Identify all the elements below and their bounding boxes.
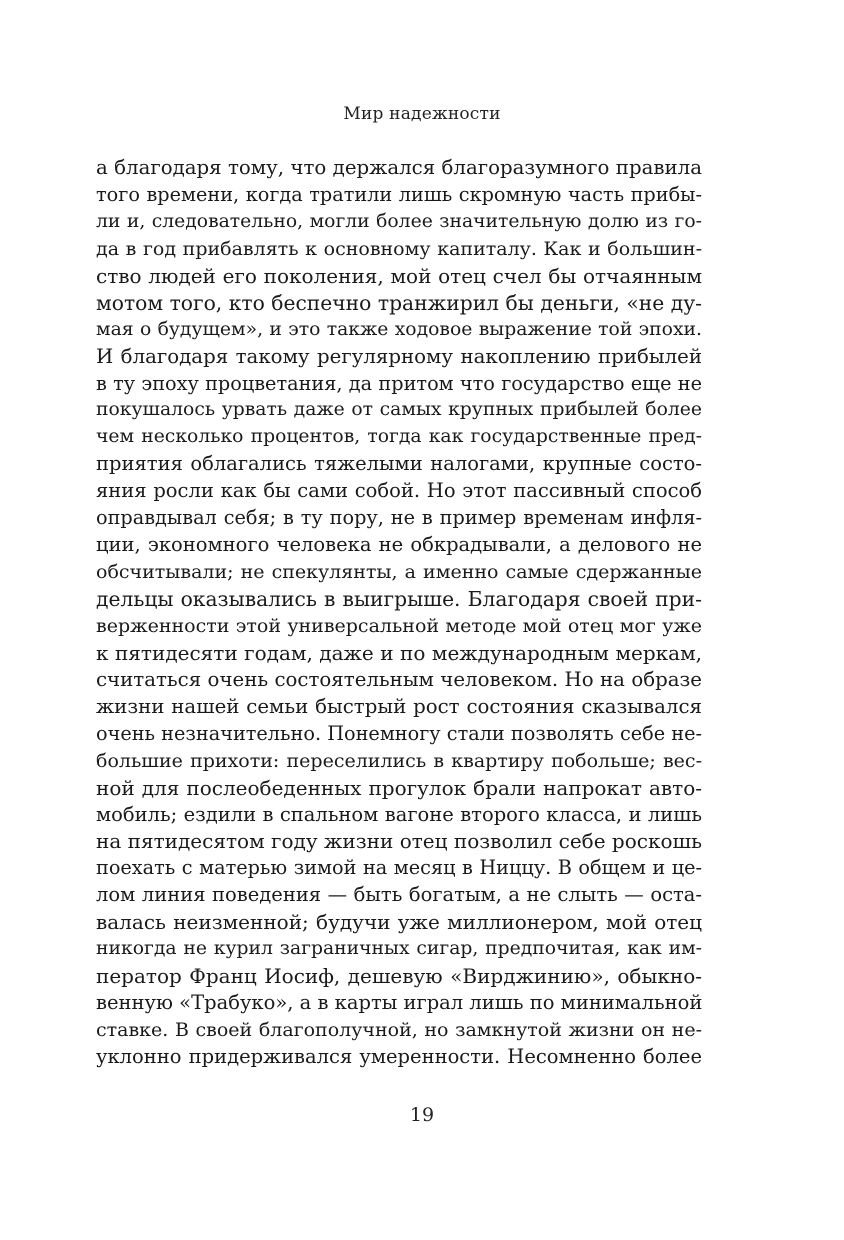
- text-line: ции, экономного человека не обкрадывали, а делового не: [96, 533, 702, 557]
- text-line: на пятидесятом году жизни отец позволил себе роскошь: [96, 829, 702, 854]
- text-line: ли и, следовательно, могли более значительную долю из го-: [96, 210, 702, 232]
- text-line: И благодаря такому регулярному накоплению прибылей: [96, 344, 702, 368]
- text-line: большие прихоти: переселились в квартиру побольше; вес-: [96, 749, 702, 772]
- text-line: к пятидесяти годам, даже и по международным меркам,: [96, 640, 702, 665]
- text-line: поехать с матерью зимой на месяц в Ниццу. В общем и це-: [96, 856, 702, 880]
- running-head: Мир надежности: [343, 104, 501, 124]
- text-line: мотом того, кто беспечно транжирил бы деньги, «не ду-: [96, 290, 702, 315]
- text-line: валась неизменной; будучи уже миллионером, мой отец: [96, 910, 702, 935]
- body-text: [96, 155, 702, 1071]
- text-line: ставке. В своей благополучной, но замкнутой жизни он не-: [96, 1019, 702, 1041]
- text-line: приятия облагались тяжелыми налогами, крупные состо-: [96, 452, 702, 476]
- text-line: верженности этой универсальной методе мой отец мог уже: [96, 614, 702, 637]
- text-line: ператор Франц Иосиф, дешевую «Вирджинию», обыкно-: [96, 964, 702, 989]
- text-line: а благодаря тому, что держался благоразумного правила: [96, 156, 702, 179]
- text-line: жизни нашей семьи быстрый рост состояния сказывался: [96, 694, 702, 718]
- text-line: венную «Трабуко», а в карты играл лишь по минимальной: [96, 991, 702, 1015]
- text-line: чем несколько процентов, тогда как государственные пред-: [96, 426, 702, 448]
- text-line: лом линия поведения — быть богатым, а не слыть — оста-: [96, 883, 702, 907]
- text-line: ство людей его поколения, мой отец счел бы отчаянным: [96, 263, 702, 288]
- text-line: никогда не курил заграничных сигар, предпочитая, как им-: [96, 938, 702, 960]
- text-line: обсчитывали; не спекулянты, а именно самые сдержанные: [96, 561, 702, 584]
- text-line: покушалось урвать даже от самых крупных прибылей более: [96, 399, 702, 421]
- text-line: того времени, когда тратили лишь скромную часть прибы-: [96, 182, 702, 206]
- text-line: очень незначительно. Понемногу стали позволять себе не-: [96, 721, 702, 745]
- text-line: мая о будущем», и это также ходовое выражение той эпохи.: [96, 318, 702, 340]
- text-line: да в год прибавлять к основному капиталу. Как и большин-: [96, 237, 702, 260]
- text-line: оправдывал себя; в ту пору, не в пример временам инфля-: [96, 506, 702, 530]
- text-line: уклонно придерживался умеренности. Несомненно более: [96, 1044, 702, 1068]
- text-line: дельцы оказывались в выигрыше. Благодаря своей при-: [96, 587, 702, 611]
- text-line: яния росли как бы сами собой. Но этот пассивный способ: [96, 479, 702, 503]
- text-line: мобиль; ездили в спальном вагоне второго класса, и лишь: [96, 802, 702, 826]
- page-number: 19: [409, 1104, 435, 1126]
- text-line: считаться очень состоятельным человеком. Но на образе: [96, 667, 702, 691]
- text-line: ной для послеобеденных прогулок брали напрокат авто-: [96, 775, 702, 800]
- text-line: в ту эпоху процветания, да притом что государство еще не: [96, 371, 702, 395]
